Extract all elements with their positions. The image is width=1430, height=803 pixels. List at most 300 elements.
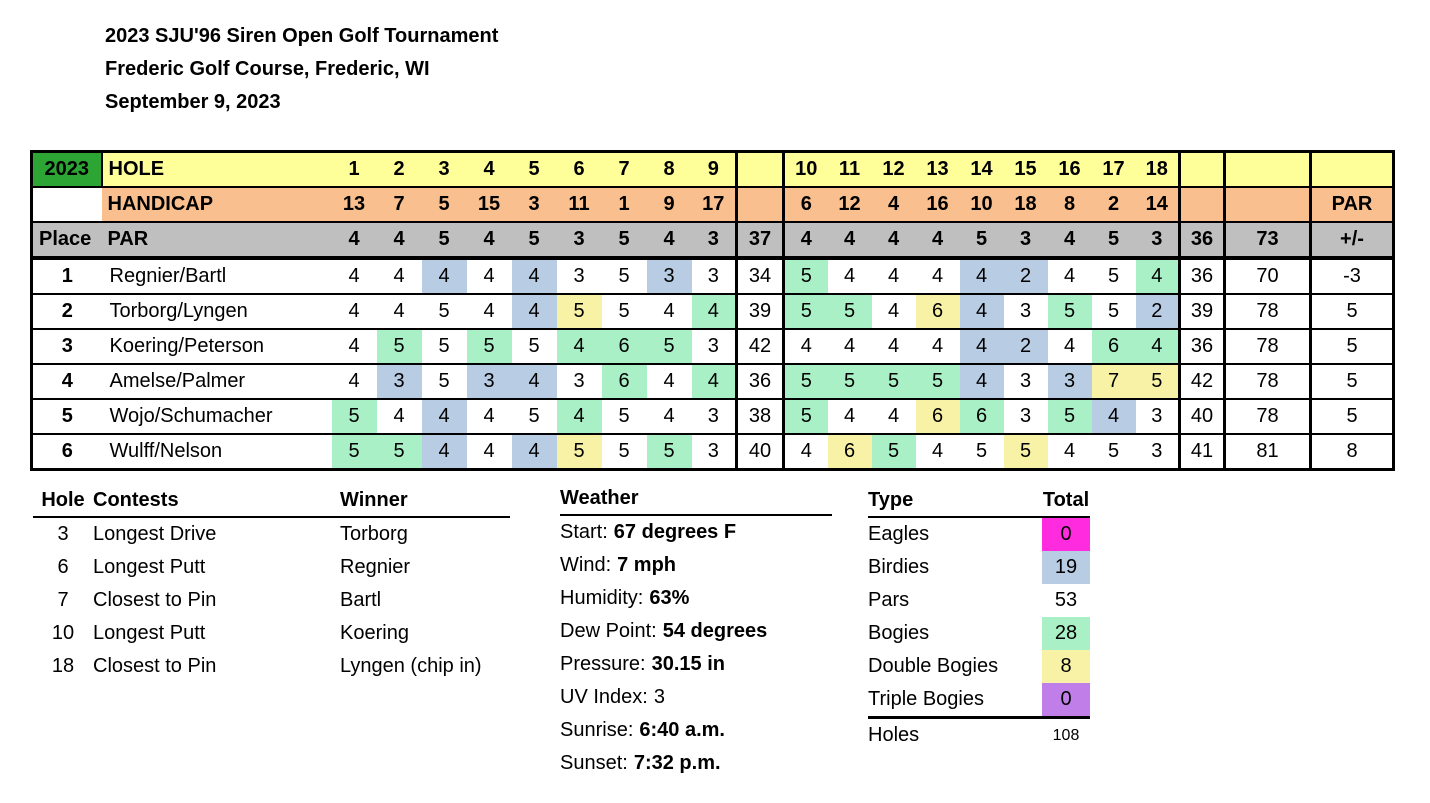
place-header-label: Place: [32, 222, 102, 258]
in-par: 36: [1180, 222, 1225, 258]
contest-hole: 18: [51, 655, 75, 677]
weather-section: [560, 484, 832, 780]
score-cell: 4: [512, 294, 557, 329]
team-place: 1: [32, 258, 102, 294]
score-cell: 4: [1092, 399, 1136, 434]
handicap-number: 2: [1092, 187, 1136, 222]
score-cell: 4: [467, 399, 512, 434]
score-cell: 5: [1092, 294, 1136, 329]
weather-row: [560, 747, 832, 780]
table-row: [33, 517, 510, 551]
score-cell: 5: [422, 364, 467, 399]
weather-value: 67 degrees F: [613, 521, 737, 543]
score-cell: 5: [602, 434, 647, 470]
par-header-label: PAR: [1311, 187, 1394, 222]
out-score: 42: [737, 329, 784, 364]
contests-table: [33, 484, 510, 683]
score-cell: 5: [828, 364, 872, 399]
score-cell: 4: [557, 399, 602, 434]
score-cell: 4: [332, 258, 377, 294]
score-cell: 3: [692, 329, 737, 364]
score-cell: 5: [557, 294, 602, 329]
diff-score: 8: [1311, 434, 1394, 470]
score-cell: 5: [1048, 294, 1092, 329]
handicap-number: 3: [512, 187, 557, 222]
score-cell: 5: [512, 399, 557, 434]
table-row: [33, 617, 510, 650]
score-cell: 3: [377, 364, 422, 399]
in-score: 40: [1180, 399, 1225, 434]
par-number: 5: [422, 222, 467, 258]
weather-row: [560, 714, 832, 747]
team-name: Wojo/Schumacher: [102, 399, 332, 434]
weather-row: [560, 549, 832, 582]
handicap-number: 17: [692, 187, 737, 222]
par-row-label: PAR: [102, 222, 332, 258]
in-score: 39: [1180, 294, 1225, 329]
score-cell: 5: [332, 399, 377, 434]
table-row: [32, 294, 1394, 329]
score-cell: 3: [557, 258, 602, 294]
hole-number: 5: [512, 152, 557, 188]
stats-footer-label: Holes: [868, 724, 920, 746]
score-cell: 4: [784, 329, 828, 364]
score-cell: 5: [647, 434, 692, 470]
weather-label: Sunrise:: [560, 719, 634, 741]
handicap-number: 15: [467, 187, 512, 222]
stat-label: Triple Bogies: [868, 683, 1042, 718]
score-cell: 4: [377, 258, 422, 294]
score-cell: 2: [1004, 329, 1048, 364]
score-cell: 2: [1004, 258, 1048, 294]
score-cell: 5: [1004, 434, 1048, 470]
out-score: 36: [737, 364, 784, 399]
hole-number: 1: [332, 152, 377, 188]
score-cell: 6: [1092, 329, 1136, 364]
out-score: 38: [737, 399, 784, 434]
score-cell: 5: [960, 434, 1004, 470]
team-place: 2: [32, 294, 102, 329]
score-cell: 4: [828, 258, 872, 294]
score-cell: 4: [512, 434, 557, 470]
contests-hole-header: Hole: [33, 484, 93, 517]
hole-number: 3: [422, 152, 467, 188]
weather-value: 63%: [649, 587, 690, 609]
score-cell: 4: [467, 258, 512, 294]
score-cell: 5: [377, 434, 422, 470]
par-number: 5: [960, 222, 1004, 258]
in-score: 42: [1180, 364, 1225, 399]
score-cell: 4: [828, 329, 872, 364]
score-cell: 4: [377, 294, 422, 329]
total-score: 81: [1225, 434, 1311, 470]
table-row: [868, 718, 1090, 753]
diff-score: -3: [1311, 258, 1394, 294]
score-cell: 5: [872, 364, 916, 399]
score-cell: 5: [784, 364, 828, 399]
score-cell: 3: [692, 399, 737, 434]
handicap-place-blank: [32, 187, 102, 222]
par-number: 3: [1136, 222, 1180, 258]
score-cell: 5: [1048, 399, 1092, 434]
team-place: 5: [32, 399, 102, 434]
weather-value: 6:40 a.m.: [639, 719, 725, 741]
total-score: 78: [1225, 329, 1311, 364]
handicap-number: 9: [647, 187, 692, 222]
weather-row: [560, 615, 832, 648]
score-cell: 4: [1136, 329, 1180, 364]
hole-number: 2: [377, 152, 422, 188]
score-cell: 5: [602, 294, 647, 329]
score-cell: 4: [692, 294, 737, 329]
team-name: Torborg/Lyngen: [102, 294, 332, 329]
stats-table: [868, 484, 1090, 752]
table-row: [32, 222, 1394, 258]
table-row: [868, 584, 1090, 617]
in-score: 36: [1180, 329, 1225, 364]
diff-header-blank: [1311, 152, 1394, 188]
weather-value: 54 degrees: [662, 620, 768, 642]
par-number: 4: [784, 222, 828, 258]
contest-name: Closest to Pin: [93, 589, 217, 611]
weather-value: 7 mph: [617, 554, 677, 576]
table-row: [32, 187, 1394, 222]
score-cell: 3: [647, 258, 692, 294]
stat-label: Eagles: [868, 523, 930, 545]
score-cell: 6: [828, 434, 872, 470]
stat-value: 8: [1042, 650, 1090, 683]
score-cell: 6: [602, 329, 647, 364]
team-name: Wulff/Nelson: [102, 434, 332, 470]
score-cell: 4: [332, 364, 377, 399]
contests-winner-header: Winner: [340, 484, 510, 517]
total-handicap-blank: [1225, 187, 1311, 222]
stat-value: 0: [1042, 683, 1090, 718]
handicap-number: 7: [377, 187, 422, 222]
team-place: 3: [32, 329, 102, 364]
par-number: 4: [467, 222, 512, 258]
score-cell: 4: [1136, 258, 1180, 294]
par-number: 5: [512, 222, 557, 258]
contest-name: Longest Drive: [93, 523, 217, 545]
score-cell: 5: [872, 434, 916, 470]
weather-label: Sunset:: [560, 752, 628, 774]
table-row: [32, 329, 1394, 364]
score-cell: 4: [960, 294, 1004, 329]
diff-score: 5: [1311, 294, 1394, 329]
score-cell: 3: [1136, 399, 1180, 434]
tournament-title: 2023 SJU'96 Siren Open Golf Tournament: [105, 25, 499, 47]
score-cell: 4: [960, 364, 1004, 399]
score-cell: 4: [422, 258, 467, 294]
score-cell: 5: [1092, 258, 1136, 294]
score-cell: 4: [467, 294, 512, 329]
table-row: [868, 617, 1090, 650]
table-row: [33, 650, 510, 683]
in-handicap-blank: [1180, 187, 1225, 222]
weather-row: [560, 516, 832, 549]
contests-name-header: Contests: [93, 484, 340, 517]
score-cell: 3: [1136, 434, 1180, 470]
score-cell: 4: [512, 364, 557, 399]
score-cell: 4: [332, 329, 377, 364]
team-name: Regnier/Bartl: [102, 258, 332, 294]
score-cell: 4: [332, 294, 377, 329]
stat-value: 0: [1042, 517, 1090, 551]
table-row: [32, 434, 1394, 470]
hole-number: 12: [872, 152, 916, 188]
score-cell: 5: [602, 258, 647, 294]
score-cell: 4: [1048, 329, 1092, 364]
contest-hole: 6: [57, 556, 69, 578]
contest-name: Longest Putt: [93, 556, 206, 578]
score-cell: 5: [1092, 434, 1136, 470]
par-number: 4: [647, 222, 692, 258]
stats-type-header: Type: [868, 484, 1042, 517]
weather-rows: [560, 516, 832, 780]
contest-winner: Lyngen (chip in): [340, 655, 482, 677]
table-row: [868, 683, 1090, 718]
team-name: Koering/Peterson: [102, 329, 332, 364]
plus-minus-header: +/-: [1311, 222, 1394, 258]
hole-row-label: HOLE: [102, 152, 332, 188]
score-cell: 4: [960, 329, 1004, 364]
contest-name: Longest Putt: [93, 622, 206, 644]
contest-winner: Koering: [340, 622, 409, 644]
score-cell: 6: [916, 399, 960, 434]
handicap-number: 12: [828, 187, 872, 222]
hole-number: 17: [1092, 152, 1136, 188]
diff-score: 5: [1311, 364, 1394, 399]
contest-winner: Torborg: [340, 523, 408, 545]
score-cell: 5: [422, 329, 467, 364]
score-cell: 6: [960, 399, 1004, 434]
par-number: 3: [692, 222, 737, 258]
in-score: 41: [1180, 434, 1225, 470]
score-cell: 5: [602, 399, 647, 434]
hole-number: 9: [692, 152, 737, 188]
hole-number: 4: [467, 152, 512, 188]
table-row: [33, 584, 510, 617]
stat-label: Birdies: [868, 556, 930, 578]
score-cell: 5: [377, 329, 422, 364]
score-cell: 4: [647, 399, 692, 434]
score-cell: 4: [692, 364, 737, 399]
score-cell: 4: [828, 399, 872, 434]
stat-label: Bogies: [868, 622, 930, 644]
contest-hole: 3: [57, 523, 69, 545]
score-cell: 3: [557, 364, 602, 399]
par-number: 4: [377, 222, 422, 258]
score-cell: 5: [784, 399, 828, 434]
hole-number: 15: [1004, 152, 1048, 188]
score-cell: 4: [872, 399, 916, 434]
par-number: 4: [872, 222, 916, 258]
score-cell: 5: [422, 294, 467, 329]
weather-title: Weather: [560, 484, 832, 516]
score-cell: 5: [467, 329, 512, 364]
score-cell: 5: [332, 434, 377, 470]
team-place: 4: [32, 364, 102, 399]
hole-number: 7: [602, 152, 647, 188]
weather-label: Wind:: [560, 554, 612, 576]
stat-value: 28: [1042, 617, 1090, 650]
total-score: 78: [1225, 399, 1311, 434]
handicap-number: 5: [422, 187, 467, 222]
contest-hole: 10: [51, 622, 75, 644]
score-cell: 3: [1004, 294, 1048, 329]
score-cell: 3: [1004, 364, 1048, 399]
score-cell: 5: [512, 329, 557, 364]
score-cell: 4: [422, 399, 467, 434]
handicap-number: 14: [1136, 187, 1180, 222]
handicap-row-label: HANDICAP: [102, 187, 332, 222]
table-row: [32, 152, 1394, 188]
score-cell: 4: [872, 294, 916, 329]
score-cell: 6: [916, 294, 960, 329]
handicap-number: 11: [557, 187, 602, 222]
table-row: [32, 399, 1394, 434]
in-score: 36: [1180, 258, 1225, 294]
hole-number: 16: [1048, 152, 1092, 188]
score-cell: 4: [1048, 434, 1092, 470]
score-cell: 5: [1136, 364, 1180, 399]
date-subtitle: September 9, 2023: [105, 91, 281, 113]
handicap-number: 16: [916, 187, 960, 222]
score-cell: 2: [1136, 294, 1180, 329]
score-cell: 4: [422, 434, 467, 470]
score-cell: 7: [1092, 364, 1136, 399]
score-cell: 3: [692, 434, 737, 470]
handicap-number: 4: [872, 187, 916, 222]
weather-value: 7:32 p.m.: [633, 752, 721, 774]
weather-row: [560, 582, 832, 615]
score-cell: 4: [1048, 258, 1092, 294]
handicap-number: 18: [1004, 187, 1048, 222]
table-row: [868, 551, 1090, 584]
par-number: 5: [602, 222, 647, 258]
in-header-blank: [1180, 152, 1225, 188]
hole-number: 8: [647, 152, 692, 188]
total-score: 70: [1225, 258, 1311, 294]
score-cell: 5: [557, 434, 602, 470]
score-cell: 4: [377, 399, 422, 434]
score-cell: 4: [872, 329, 916, 364]
total-par: 73: [1225, 222, 1311, 258]
weather-label: UV Index:: [560, 686, 648, 708]
out-header-blank: [737, 152, 784, 188]
contest-name: Closest to Pin: [93, 655, 217, 677]
hole-number: 14: [960, 152, 1004, 188]
table-row: [868, 484, 1090, 517]
score-cell: 4: [916, 258, 960, 294]
stats-footer-value: 108: [1052, 726, 1080, 744]
par-number: 4: [828, 222, 872, 258]
out-handicap-blank: [737, 187, 784, 222]
score-cell: 5: [916, 364, 960, 399]
stat-label: Pars: [868, 589, 910, 611]
hole-number: 6: [557, 152, 602, 188]
total-score: 78: [1225, 294, 1311, 329]
weather-value: 30.15 in: [651, 653, 725, 675]
score-cell: 4: [647, 294, 692, 329]
hole-number: 18: [1136, 152, 1180, 188]
diff-score: 5: [1311, 329, 1394, 364]
stats-total-header: Total: [1042, 484, 1090, 517]
table-row: [32, 364, 1394, 399]
par-number: 5: [1092, 222, 1136, 258]
handicap-number: 8: [1048, 187, 1092, 222]
score-cell: 5: [784, 294, 828, 329]
score-cell: 4: [557, 329, 602, 364]
hole-number: 13: [916, 152, 960, 188]
weather-label: Pressure:: [560, 653, 646, 675]
score-cell: 4: [916, 434, 960, 470]
score-cell: 4: [512, 258, 557, 294]
table-row: [868, 650, 1090, 683]
contest-hole: 7: [57, 589, 69, 611]
stat-value: 53: [1042, 584, 1090, 617]
par-number: 3: [557, 222, 602, 258]
table-row: [868, 517, 1090, 551]
weather-label: Dew Point:: [560, 620, 657, 642]
out-score: 34: [737, 258, 784, 294]
scorecard-table: [30, 150, 1395, 471]
weather-row: [560, 681, 832, 714]
score-cell: 4: [647, 364, 692, 399]
hole-number: 10: [784, 152, 828, 188]
handicap-number: 6: [784, 187, 828, 222]
table-row: [32, 258, 1394, 294]
score-cell: 3: [692, 258, 737, 294]
score-cell: 3: [1004, 399, 1048, 434]
out-score: 39: [737, 294, 784, 329]
score-cell: 6: [602, 364, 647, 399]
weather-row: [560, 648, 832, 681]
total-header-blank: [1225, 152, 1311, 188]
out-par: 37: [737, 222, 784, 258]
score-cell: 5: [647, 329, 692, 364]
handicap-number: 10: [960, 187, 1004, 222]
contest-winner: Bartl: [340, 589, 382, 611]
par-number: 4: [916, 222, 960, 258]
score-cell: 5: [828, 294, 872, 329]
score-cell: 5: [784, 258, 828, 294]
handicap-number: 1: [602, 187, 647, 222]
title-block: [105, 20, 498, 119]
stat-label: Double Bogies: [868, 655, 999, 677]
team-name: Amelse/Palmer: [102, 364, 332, 399]
team-place: 6: [32, 434, 102, 470]
weather-value: 3: [653, 686, 665, 708]
score-cell: 3: [467, 364, 512, 399]
stat-value: 19: [1042, 551, 1090, 584]
score-cell: 3: [1048, 364, 1092, 399]
score-cell: 4: [784, 434, 828, 470]
weather-label: Start:: [560, 521, 608, 543]
score-cell: 4: [960, 258, 1004, 294]
score-cell: 4: [467, 434, 512, 470]
table-row: [33, 484, 510, 517]
weather-label: Humidity:: [560, 587, 644, 609]
score-cell: 4: [872, 258, 916, 294]
total-score: 78: [1225, 364, 1311, 399]
contest-winner: Regnier: [340, 556, 411, 578]
out-score: 40: [737, 434, 784, 470]
course-subtitle: Frederic Golf Course, Frederic, WI: [105, 58, 430, 80]
diff-score: 5: [1311, 399, 1394, 434]
year-cell: 2023: [32, 152, 102, 188]
